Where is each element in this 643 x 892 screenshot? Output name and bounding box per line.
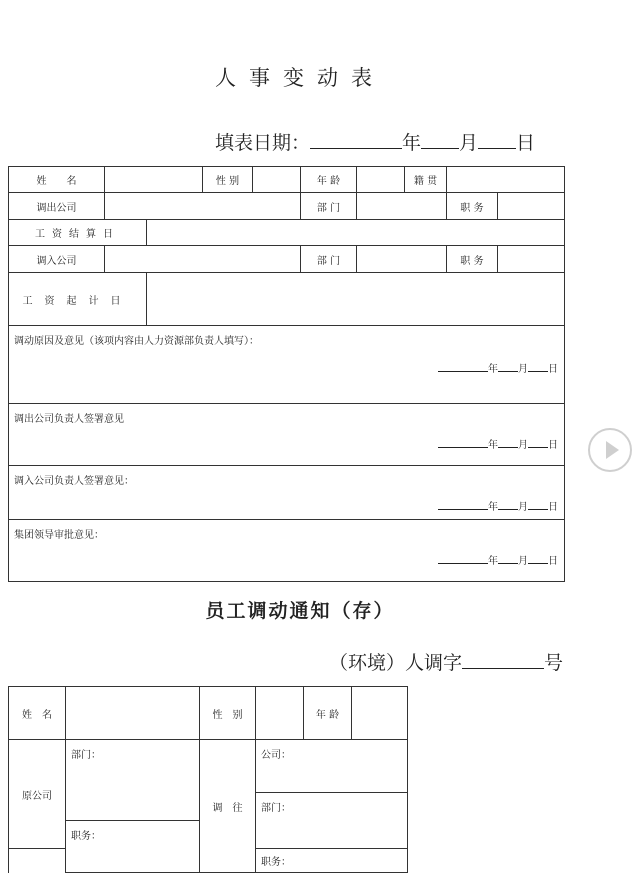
notice-age-field[interactable]: [352, 687, 408, 740]
age-field[interactable]: [357, 167, 405, 193]
notice-name-field[interactable]: [66, 687, 200, 740]
original-position-label: 职务：: [71, 831, 101, 842]
from-dept-field[interactable]: [357, 193, 447, 220]
year-label: 年: [402, 132, 422, 154]
origin-field[interactable]: [447, 167, 565, 193]
from-company-field[interactable]: [105, 193, 301, 220]
from-company-opinion-date: 年 月 日: [438, 436, 558, 451]
month-blank[interactable]: [421, 132, 459, 149]
from-company-label: 调出公司: [9, 193, 105, 220]
fill-date-line: [215, 128, 535, 155]
original-dept-label: 部门：: [71, 750, 101, 761]
new-company-label: 公司：: [261, 750, 291, 761]
group-leader-opinion-label: 集团领导审批意见：: [14, 530, 104, 541]
age-label: 年 龄: [301, 167, 357, 193]
reason-opinion-date: 年 月 日: [438, 360, 558, 375]
doc-number-prefix: （环境）人调字: [328, 652, 462, 674]
start-date-label: 工资起计日: [9, 273, 147, 326]
personnel-change-table: [8, 166, 565, 582]
origin-label: 籍 贯: [405, 167, 447, 193]
year-blank[interactable]: [310, 132, 402, 149]
to-company-label: 调入公司: [9, 246, 105, 273]
to-position-label: 职 务: [447, 246, 498, 273]
next-page-button[interactable]: [588, 428, 632, 472]
to-company-field[interactable]: [105, 246, 301, 273]
gender-field[interactable]: [253, 167, 301, 193]
month-label: 月: [459, 132, 479, 154]
to-dept-label: 部 门: [301, 246, 357, 273]
new-position-label: 职务：: [261, 857, 291, 868]
from-company-opinion-label: 调出公司负责人签署意见: [14, 414, 124, 425]
group-leader-opinion-block[interactable]: [9, 520, 565, 582]
new-dept-label: 部门：: [261, 803, 291, 814]
from-position-label: 职 务: [447, 193, 498, 220]
doc-number-blank[interactable]: [462, 652, 544, 669]
original-position-field[interactable]: [66, 821, 200, 873]
day-blank[interactable]: [478, 132, 516, 149]
to-dept-field[interactable]: [357, 246, 447, 273]
to-company-opinion-block[interactable]: [9, 466, 565, 520]
group-leader-opinion-date: 年 月 日: [438, 552, 558, 567]
settle-date-label: 工资结算日: [9, 220, 147, 246]
notice-name-label: 姓 名: [9, 687, 66, 740]
reason-opinion-block[interactable]: [9, 326, 565, 404]
reason-opinion-label: 调动原因及意见（该项内容由人力资源部负责人填写）：: [14, 336, 259, 347]
notice-gender-field[interactable]: [256, 687, 304, 740]
original-company-label: 原公司: [9, 740, 66, 849]
form-title: 人事变动表: [215, 66, 385, 90]
play-icon: [606, 441, 619, 459]
gender-label: 性 别: [203, 167, 253, 193]
original-company-cell-tail: [9, 849, 66, 873]
to-company-opinion-date: 年 月 日: [438, 498, 558, 513]
from-company-opinion-block[interactable]: [9, 404, 565, 466]
from-position-field[interactable]: [498, 193, 565, 220]
doc-number-line: [329, 648, 563, 675]
from-dept-label: 部 门: [301, 193, 357, 220]
transfer-notice-table: [8, 686, 408, 873]
notice-age-label: 年 龄: [304, 687, 352, 740]
to-position-field[interactable]: [498, 246, 565, 273]
notice-title: 员工调动通知（存）: [205, 600, 395, 622]
to-company-opinion-label: 调入公司负责人签署意见：: [14, 476, 134, 487]
new-dept-field[interactable]: [256, 793, 408, 849]
name-label: 姓 名: [9, 167, 105, 193]
new-company-field[interactable]: [256, 740, 408, 793]
new-position-field[interactable]: [256, 849, 408, 873]
fill-date-label: 填表日期：: [215, 132, 311, 154]
doc-number-suffix: 号: [543, 652, 563, 674]
name-field[interactable]: [105, 167, 203, 193]
transfer-to-label: 调 往: [200, 740, 256, 873]
notice-gender-label: 性 别: [200, 687, 256, 740]
day-label: 日: [516, 132, 536, 154]
settle-date-field[interactable]: [147, 220, 565, 246]
original-dept-field[interactable]: [66, 740, 200, 821]
start-date-field[interactable]: [147, 273, 565, 326]
